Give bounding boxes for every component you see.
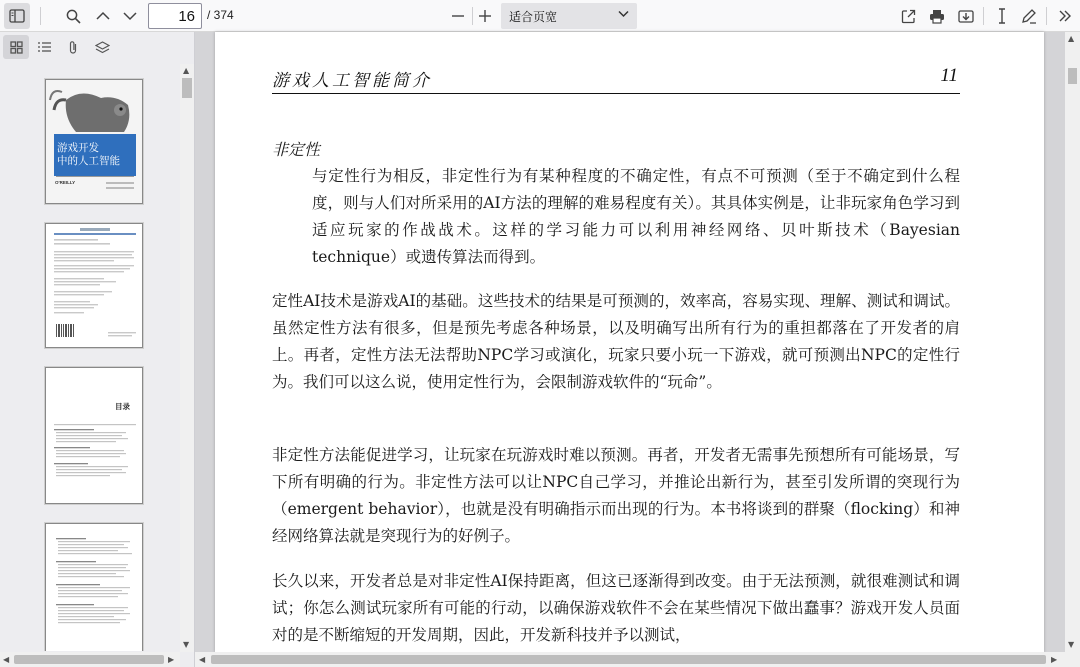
sidebar-vertical-scrollbar[interactable] (180, 64, 194, 652)
scroll-right-arrow-icon[interactable]: ▶ (168, 655, 175, 664)
zoom-out-button[interactable] (445, 3, 471, 29)
chevron-down-icon (618, 10, 629, 18)
tab-outline[interactable] (31, 35, 57, 59)
text-cursor-icon (996, 8, 1008, 24)
page-thumbnail-1[interactable] (45, 79, 143, 204)
list-icon (37, 41, 52, 53)
next-page-button[interactable] (117, 3, 143, 29)
scroll-right-arrow-icon[interactable]: ▶ (1051, 655, 1058, 664)
text-select-tool-button[interactable] (989, 3, 1015, 29)
draw-tool-button[interactable] (1016, 3, 1042, 29)
page-preview-lines (46, 224, 143, 348)
document-viewer (195, 32, 1080, 667)
body-paragraph: 非定性方法能促进学习，让玩家在玩游戏时难以预测。再者，开发者无需事先预想所有可能场景，写下所有明确的行为。非定性方法可以让NPC自己学习，并推论出新行为，甚至引发所谓的突现行为（emergent behavior），也就是没有明确指示而出现的行为。本书将谈到的群聚（flocking）和神经网络算法就是突现行为的好例子。 (272, 446, 960, 545)
layers-icon (95, 41, 110, 54)
more-tools-button[interactable] (1052, 3, 1078, 29)
thumbnail-sidebar (0, 32, 195, 667)
tab-attachments[interactable] (60, 35, 86, 59)
open-file-button[interactable] (895, 3, 921, 29)
page-thumbnail-3[interactable] (45, 367, 143, 504)
sidebar-horizontal-scrollbar[interactable] (0, 652, 180, 667)
scroll-down-arrow-icon[interactable]: ▼ (183, 640, 190, 649)
toc-heading-preview: 目录 (115, 402, 130, 411)
body-paragraph: 长久以来，开发者总是对非定性AI保持距离，但这已逐渐得到改变。由于无法预测，就很难测试和调试；你怎么测试玩家所有可能的行动，以确保游戏软件不会在某些情况下做出蠢事？游戏开发人员面对的是不断缩短的开发周期，因此，开发新科技并予以测试， (272, 572, 960, 644)
pdf-toolbar (0, 0, 1080, 32)
plus-icon (478, 9, 492, 23)
running-header (272, 64, 960, 94)
open-external-icon (901, 9, 916, 24)
section-description: 与定性行为相反，非定性行为有某种程度的不确定性，有点不可预测（至于不确定到什么程度，则与人们对所采用的AI方法的理解的难易程度有关）。其具体实例是，让非玩家角色学习到适应玩家的作战战术。这样的学习能力可以利用神经网络、贝叶斯技术（Bayesian technique）或遗传算法而得到。 (312, 167, 960, 266)
page-total-label: / 374 (207, 8, 234, 22)
paperclip-icon (68, 40, 78, 55)
printed-page-number: 11 (940, 65, 958, 86)
save-button[interactable] (953, 3, 979, 29)
toolbar-divider (40, 7, 41, 25)
toolbar-divider (1046, 7, 1047, 25)
pen-icon (1021, 8, 1037, 24)
document-horizontal-scrollbar[interactable] (195, 652, 1080, 667)
search-icon (66, 9, 81, 24)
chevron-down-icon (123, 11, 137, 21)
page-preview-lines (46, 524, 143, 651)
find-button[interactable] (60, 3, 86, 29)
double-chevron-right-icon (1058, 10, 1072, 22)
document-hscroll-thumb[interactable] (211, 655, 1046, 664)
sidebar-toggle-icon (9, 9, 25, 23)
scroll-left-arrow-icon[interactable]: ◀ (199, 655, 206, 664)
page-thumbnail-2[interactable] (45, 223, 143, 348)
zoom-in-button[interactable] (472, 3, 498, 29)
section-title: 非定性 (272, 140, 321, 159)
document-vertical-scrollbar[interactable] (1065, 32, 1080, 652)
previous-page-button[interactable] (90, 3, 116, 29)
page-thumbnail-4[interactable] (45, 523, 143, 651)
cover-publisher: O'REILLY (55, 180, 76, 185)
scroll-down-arrow-icon[interactable]: ▼ (1068, 640, 1075, 649)
chapter-title: 游戏人工智能简介 (272, 71, 432, 91)
scroll-up-arrow-icon[interactable]: ▲ (183, 66, 190, 75)
grid-icon (10, 41, 23, 54)
print-button[interactable] (924, 3, 950, 29)
pdf-page (215, 32, 1044, 652)
body-paragraph: 定性AI技术是游戏AI的基础。这些技术的结果是可预测的，效率高，容易实现、理解、测试和调试。虽然定性方法有很多，但是预先考虑各种场景，以及明确写出所有行为的重担都落在了开发者的肩上。再者，定性方法无法帮助NPC学习或演化，玩家只要小玩一下游戏，就可预测出NPC的定性行为。我们可以这么说，使用定性行为，会限制游戏软件的“玩命”。 (272, 292, 960, 391)
zoom-select-value: 适合页宽 (509, 10, 558, 24)
minus-icon (451, 9, 465, 23)
sidebar-hscroll-thumb[interactable] (14, 655, 164, 664)
chevron-up-icon (96, 11, 110, 21)
sidebar-toggle-button[interactable] (4, 3, 30, 29)
scroll-left-arrow-icon[interactable]: ◀ (3, 655, 10, 664)
scroll-up-arrow-icon[interactable]: ▲ (1068, 34, 1075, 43)
page-number-input[interactable] (148, 3, 202, 29)
sidebar-tabs (0, 32, 195, 64)
download-icon (958, 9, 974, 24)
toolbar-divider (983, 7, 984, 25)
print-icon (929, 9, 945, 24)
tab-layers[interactable] (89, 35, 115, 59)
zoom-select[interactable] (501, 3, 637, 29)
thumbnail-list (0, 66, 180, 651)
tab-thumbnails[interactable] (3, 35, 29, 59)
sidebar-scroll-thumb[interactable] (182, 78, 192, 98)
page-preview-lines (46, 368, 143, 504)
cover-title: 游戏开发 中的人工智能 (57, 142, 120, 167)
document-scroll-thumb[interactable] (1068, 68, 1077, 84)
